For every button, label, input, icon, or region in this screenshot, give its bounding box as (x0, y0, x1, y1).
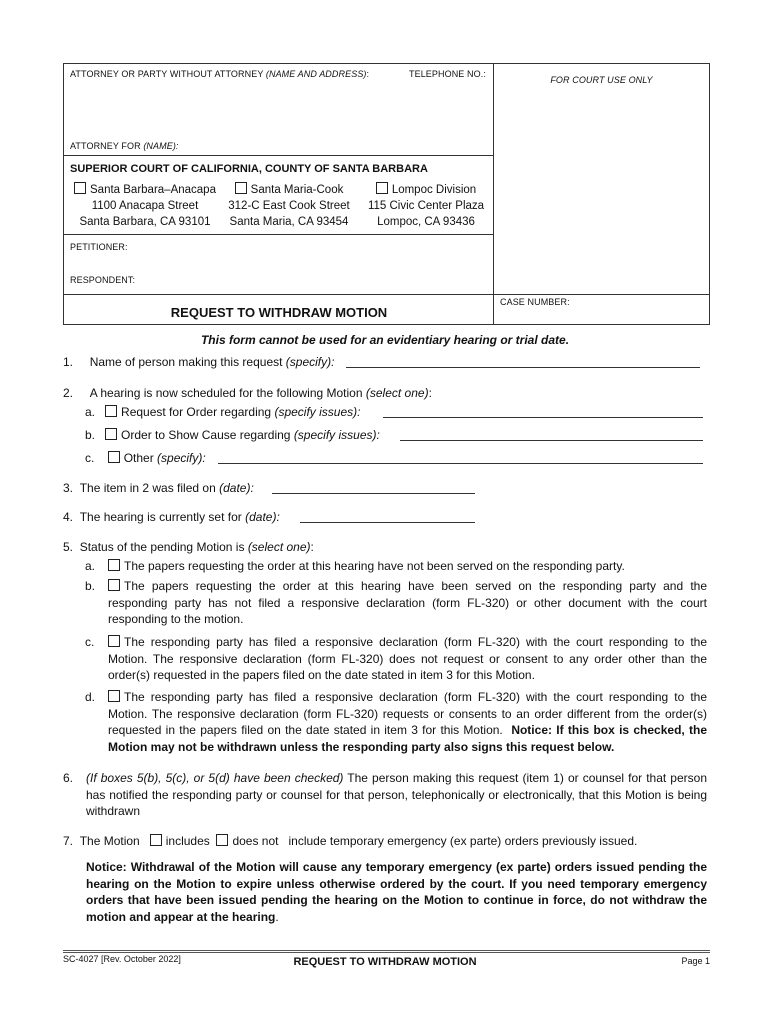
telephone-label: TELEPHONE NO.: (409, 69, 486, 79)
item-6-num: 6. (63, 771, 74, 785)
division-lompoc: Lompoc Division 115 Civic Center Plaza Lompoc, CA 93436 (367, 184, 485, 228)
attorney-for-label: ATTORNEY FOR (NAME): (70, 141, 179, 151)
checkbox-lompoc[interactable] (376, 182, 388, 194)
footer-page: Page 1 (681, 956, 710, 966)
item-2b-input[interactable] (400, 429, 703, 441)
item-5c: The responding party has filed a responsive declaration (form FL-320) with the court responding to the Motion. The responsive declaration (form FL-320) does not request or consent to any order other than the order(s) requested in the papers filed on the date stated in item 3 for this Motion. (108, 635, 707, 682)
case-number-label: CASE NUMBER: (500, 297, 570, 307)
item-5b-letter: b. (85, 579, 96, 593)
court-use-label: FOR COURT USE ONLY (550, 75, 653, 85)
footer-form-id: SC-4027 [Rev. October 2022] (63, 954, 181, 964)
item-5c-letter: c. (85, 635, 95, 649)
checkbox-5c[interactable] (108, 635, 120, 647)
header-left-box (63, 63, 493, 325)
item-2: 2. A hearing is now scheduled for the following Motion (select one): (63, 386, 432, 400)
item-5d-letter: d. (85, 690, 96, 704)
item-2c-input[interactable] (218, 452, 703, 464)
footer-rule (63, 950, 710, 953)
item-4: 4. The hearing is currently set for (date): (63, 510, 280, 524)
footer-title: REQUEST TO WITHDRAW MOTION (293, 956, 477, 968)
item-2a: a. Request for Order regarding (specify issues): (85, 405, 361, 419)
item-2b: b. Order to Show Cause regarding (specify issues): (85, 428, 380, 442)
division-santa-barbara: Santa Barbara–Anacapa 1100 Anacapa Street Santa Barbara, CA 93101 (70, 182, 220, 230)
checkbox-5d[interactable] (108, 690, 120, 702)
checkbox-santa-maria[interactable] (235, 182, 247, 194)
checkbox-2b[interactable] (105, 428, 117, 440)
checkbox-7-does-not[interactable] (216, 834, 228, 846)
subtitle: This form cannot be used for an evidentiary hearing or trial date. (200, 333, 570, 347)
petitioner-label: PETITIONER: (70, 242, 128, 252)
item-2a-input[interactable] (383, 406, 703, 418)
item-5a: The papers requesting the order at this hearing have not been served on the responding party. (108, 558, 708, 575)
checkbox-2c[interactable] (108, 451, 120, 463)
item-3-input[interactable] (272, 482, 475, 494)
item-1-input[interactable] (346, 356, 700, 368)
item-5d: The responding party has filed a responsive declaration (form FL-320) with the court responding to the Motion. The responsive declaration (form FL-320) requests or consents to an order different from the order(s) requested in the papers filed on the date stated in item 3 for this Motion. Notice: If this box is checked, the Motion may not be withdrawn unless the responding party also signs this request below. (108, 690, 708, 754)
division-santa-maria: Santa Maria-Cook 312-C East Cook Street Santa Maria, CA 93454 (228, 184, 350, 228)
item-5a-letter: a. (85, 559, 96, 573)
checkbox-2a[interactable] (105, 405, 117, 417)
checkbox-5a[interactable] (108, 559, 120, 571)
checkbox-santa-barbara[interactable] (74, 182, 86, 194)
attorney-label: ATTORNEY OR PARTY WITHOUT ATTORNEY (NAME AND ADDRESS): (70, 69, 370, 79)
item-6: (If boxes 5(b), 5(c), or 5(d) have been checked) The person making this request (item 1) or counsel for that person has notified the responding party or counsel for that person, telephonically or electronically, that this Motion is being withdrawn (86, 771, 707, 818)
header-right-box (493, 63, 710, 325)
item-1: 1. Name of person making this request (specify): (63, 355, 335, 369)
court-name: SUPERIOR COURT OF CALIFORNIA, COUNTY OF SANTA BARBARA (70, 163, 428, 175)
item-2c: c. Other (specify): (85, 451, 206, 465)
notice: Notice: Withdrawal of the Motion will cause any temporary emergency (ex parte) orders issued pending the hearing on the Motion to expire unless otherwise ordered by the court. If you need temporary emergency orders that have been issued pending the hearing on the Motion to continue in force, do not withdraw the motion and appear at the hearing. (86, 860, 707, 924)
item-7: 7. The Motion includes does not include temporary emergency (ex parte) orders previously issued. (63, 834, 638, 848)
respondent-label: RESPONDENT: (70, 275, 136, 285)
checkbox-5b[interactable] (108, 579, 120, 591)
item-3: 3. The item in 2 was filed on (date): (63, 481, 254, 495)
item-5: 5. Status of the pending Motion is (select one): (63, 540, 314, 554)
item-5b: The papers requesting the order at this hearing have been served on the responding party and the responding party has not filed a responsive declaration (form FL-320) or other document with the court responding to the motion. (108, 579, 707, 626)
checkbox-7-includes[interactable] (150, 834, 162, 846)
form-title: REQUEST TO WITHDRAW MOTION (170, 305, 388, 320)
item-4-input[interactable] (300, 511, 475, 523)
